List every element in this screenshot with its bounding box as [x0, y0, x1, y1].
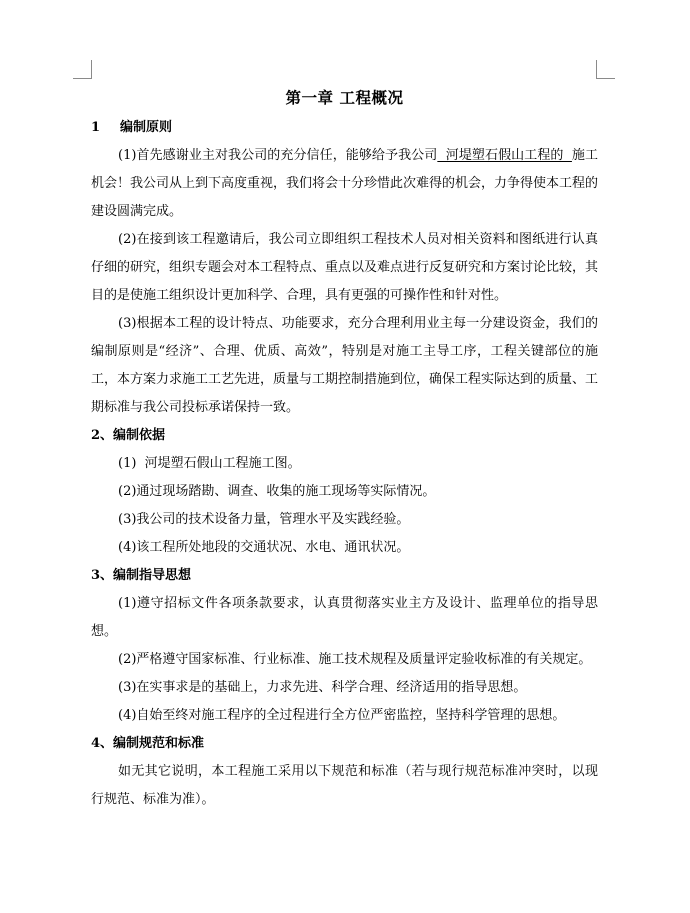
paragraph: (2)严格遵守国家标准、行业标准、施工技术规程及质量评定验收标准的有关规定。 — [118, 652, 592, 667]
paragraph: (1)遵守招标文件各项条款要求，认真贯彻落实业主方及设计、监理单位的指导思想。 — [91, 596, 598, 639]
paragraph-text: (1)首先感谢业主对我公司的充分信任，能够给予我公司 — [118, 148, 438, 163]
paragraph: (3)在实事求是的基础上，力求先进、科学合理、经济适用的指导思想。 — [118, 680, 527, 695]
paragraph — [91, 142, 598, 226]
underlined-project-name: 河堤塑石假山工程的 — [437, 148, 572, 163]
section-number: 2、 — [91, 428, 114, 443]
paragraph: (2)在接到该工程邀请后，我公司立即组织工程技术人员对相关资料和图纸进行认真仔细的研究，组织专题会对本工程特点、重点以及难点进行反复研究和方案讨论比较，其目的是使施工组织设计更加科学、合理，具有更强的可操作性和针对性。 — [91, 232, 599, 303]
section-number: 1 — [91, 120, 101, 135]
section-heading — [91, 562, 598, 590]
section-4 — [91, 730, 598, 814]
section-3 — [91, 562, 598, 730]
paragraph: (3)我公司的技术设备力量，管理水平及实践经验。 — [118, 512, 410, 527]
paragraph: (1) 河堤塑石假山工程施工图。 — [118, 456, 301, 471]
section-number: 3、 — [91, 568, 114, 583]
margin-crop-mark-top-right — [596, 60, 615, 79]
section-number: 4、 — [91, 736, 114, 751]
paragraph: 如无其它说明，本工程施工采用以下规范和标准（若与现行规范标准冲突时，以现行规范、标准为准）。 — [91, 764, 598, 807]
section-heading-text: 编制规范和标准 — [113, 736, 205, 751]
paragraph: (4)自始至终对施工程序的全过程进行全方位严密监控，坚持科学管理的思想。 — [118, 708, 566, 723]
section-heading-text: 编制原则 — [120, 120, 173, 135]
section-heading-text: 编制依据 — [113, 428, 166, 443]
section-heading-text: 编制指导思想 — [113, 568, 192, 583]
section-heading — [91, 730, 598, 758]
chapter-title: 第一章 工程概况 — [285, 88, 404, 107]
section-2 — [91, 422, 598, 562]
paragraph: (3)根据本工程的设计特点、功能要求，充分合理利用业主每一分建设资金，我们的编制原则是“经济”、合理、优质、高效”，特别是对施工主导工序，工程关键部位的施工，本方案力求施工工艺先进，质量与工期控制措施到位，确保工程实际达到的质量、工期标准与我公司投标承诺保持一致。 — [91, 316, 599, 415]
paragraph-text: 施工机会！我公司从上到下高度重视，我们将会十分珍惜此次难得的机会，力争得使本工程的建设圆满完成。 — [91, 148, 599, 219]
paragraph: (2)通过现场踏勘、调查、收集的施工现场等实际情况。 — [118, 484, 436, 499]
document-body — [91, 82, 598, 814]
section-heading — [91, 114, 598, 142]
section-1 — [91, 114, 598, 422]
margin-crop-mark-top-left — [73, 60, 92, 79]
paragraph: (4)该工程所处地段的交通状况、水电、通讯状况。 — [118, 540, 410, 555]
section-heading — [91, 422, 598, 450]
